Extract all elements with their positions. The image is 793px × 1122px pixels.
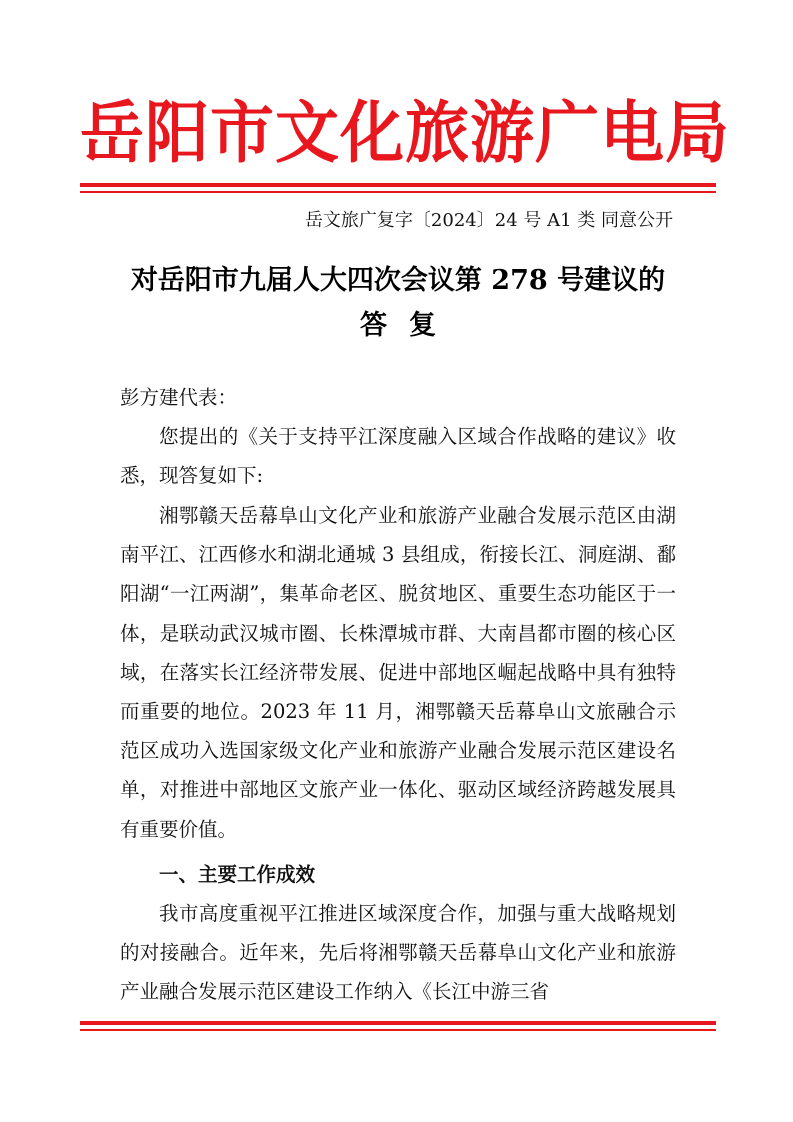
document-number: 岳文旅广复字〔2024〕24 号 A1 类 同意公开	[304, 210, 673, 231]
masthead-rule-thin	[80, 191, 716, 193]
paragraph-background: 湘鄂赣天岳幕阜山文化产业和旅游产业融合发展示范区由湖南平江、江西修水和湖北通城 3 县组成，衔接长江、洞庭湖、鄱阳湖“一江两湖”，集革命老区、脱贫地区、重要生态功能区于一体，是联动武汉城市圈、长株潭城市群、大南昌都市圈的核心区域，在落实长江经济带发展、促进中部地区崛起战略中具有独特而重要的地位。2023 年 11 月，湘鄂赣天岳幕阜山文旅融合示范区成功入选国家级文化产业和旅游产业融合发展示范区建设名单，对推进中部地区文旅产业一体化、驱动区域经济跨越发展具有重要价值。	[120, 504, 676, 841]
masthead-rule-thick	[80, 183, 716, 187]
document-title-line2: 答复	[360, 310, 458, 341]
footer-rule-thick	[80, 1021, 716, 1025]
salutation: 彭方建代表：	[120, 386, 238, 409]
section-heading: 一、主要工作成效	[159, 863, 316, 886]
paragraph-acknowledgement: 您提出的《关于支持平江深度融入区域合作战略的建议》收悉，现答复如下:	[120, 425, 676, 488]
section-paragraph: 我市高度重视平江推进区域深度合作，加强与重大战略规划的对接融合。近年来，先后将湘鄂赣天岳幕阜山文化产业和旅游产业融合发展示范区建设工作纳入《长江中游三省	[120, 902, 676, 1004]
footer-rule-thin	[80, 1029, 716, 1031]
masthead-org-name: 岳阳市文化旅游广电局	[80, 94, 730, 173]
document-title-line1: 对岳阳市九届人大四次会议第 278 号建议的	[130, 265, 666, 296]
